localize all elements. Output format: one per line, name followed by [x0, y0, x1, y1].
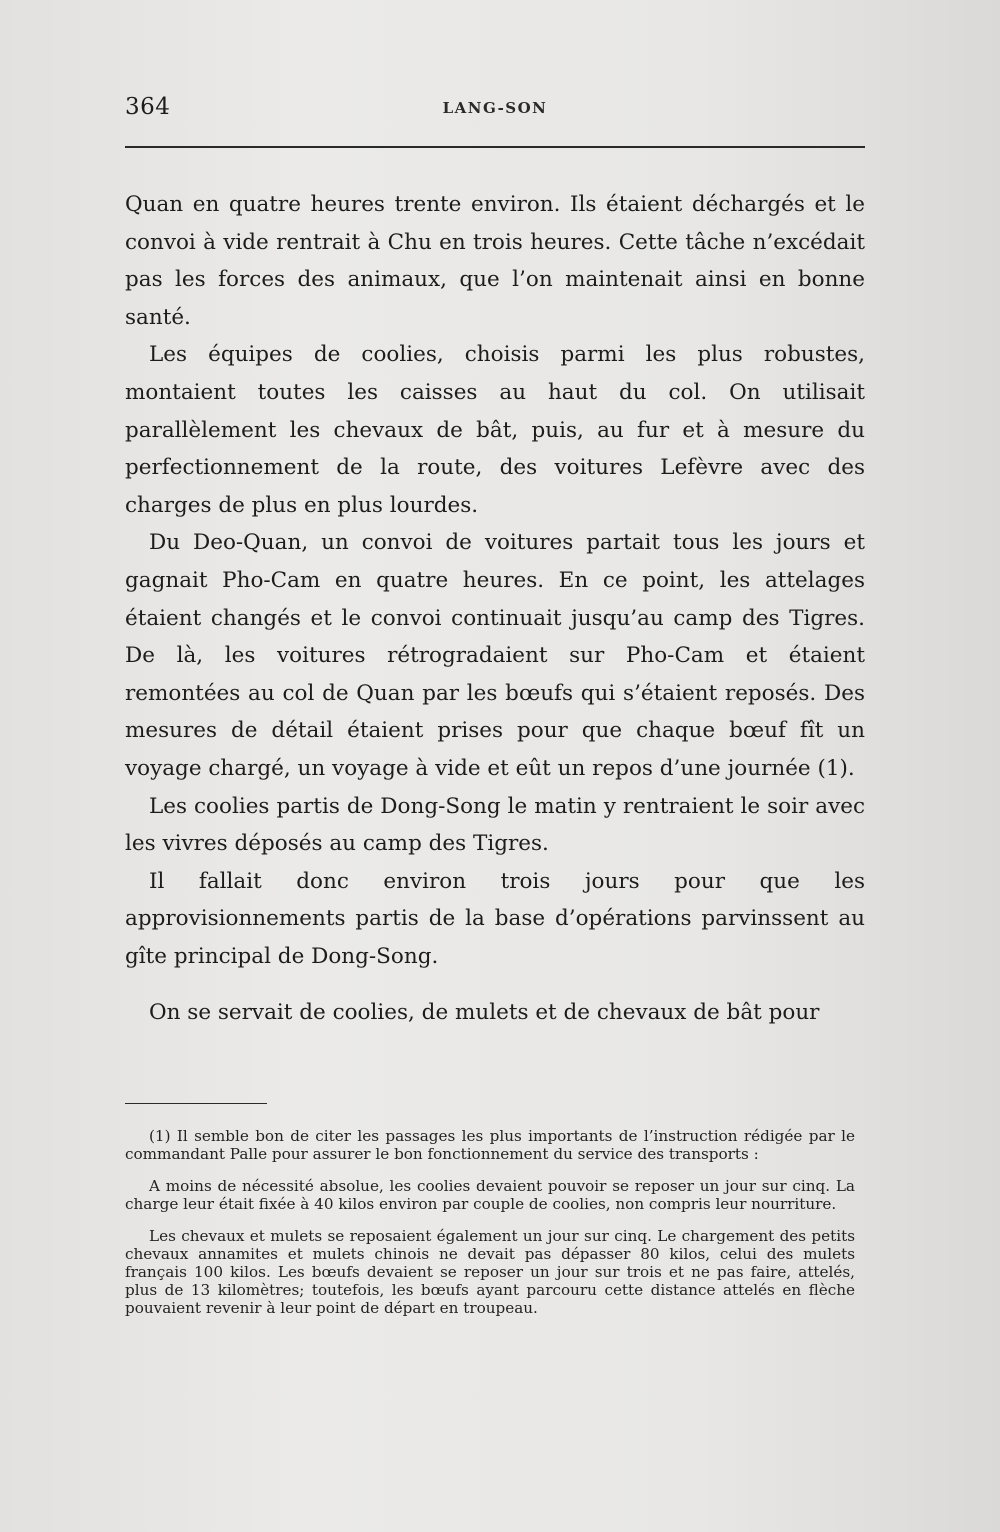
footnote: Les chevaux et mulets se reposaient également un jour sur cinq. Le chargement des petits chevaux annamites et mulets chinois ne devait pas dépasser 80 kilos, celui des mulets français 100 kilos. Les bœufs devaient se reposer un jour sur trois et ne pas faire, attelés, plus de 13 kilomètres; toutefois, les bœufs ayant parcouru cette distance attelés en flèche pouvaient revenir à leur point de départ en troupeau. — [125, 1227, 855, 1317]
paragraph: Quan en quatre heures trente environ. Ils étaient déchargés et le convoi à vide rentrait à Chu en trois heures. Cette tâche n’excédait pas les forces des animaux, que l’on maintenait ainsi en bonne santé. — [125, 192, 865, 330]
paragraph: Les coolies partis de Dong-Song le matin y rentraient le soir avec les vivres déposés au camp des Tigres. — [125, 793, 865, 857]
body-text — [125, 186, 865, 1032]
paragraph: Les équipes de coolies, choisis parmi les plus robustes, montaient toutes les caisses au haut du col. On utilisait parallèlement les chevaux de bât, puis, au fur et à mesure du perfectionnement de la route, des voitures Lefèvre avec des charges de plus en plus lourdes. — [125, 342, 865, 518]
running-head: LANG-SON — [442, 99, 548, 117]
paragraph: On se servait de coolies, de mulets et de chevaux de bât pour — [149, 1000, 820, 1026]
footnote-rule — [125, 1103, 267, 1104]
footnotes — [125, 1127, 855, 1317]
footnote: A moins de nécessité absolue, les coolies devaient pouvoir se reposer un jour sur cinq. La charge leur était fixée à 40 kilos environ par couple de coolies, non compris leur nourriture. — [125, 1177, 855, 1213]
page-header — [125, 94, 865, 128]
header-rule — [125, 146, 865, 148]
paragraph: Du Deo-Quan, un convoi de voitures partait tous les jours et gagnait Pho-Cam en quatre heures. En ce point, les attelages étaient changés et le convoi continuait jusqu’au camp des Tigres. De là, les voitures rétrogradaient sur Pho-Cam et étaient remontées au col de Quan par les bœufs qui s’étaient reposés. Des mesures de détail étaient prises pour que chaque bœuf fît un voyage chargé, un voyage à vide et eût un repos d’une journée (1). — [125, 530, 865, 781]
page-number: 364 — [125, 94, 171, 120]
paragraph: Il fallait donc environ trois jours pour que les approvisionnements partis de la base d’opérations parvinssent au gîte principal de Dong-Song. — [125, 868, 865, 969]
footnote: (1) Il semble bon de citer les passages les plus importants de l’instruction rédigée par le commandant Palle pour assurer le bon fonctionnement du service des transports : — [125, 1127, 855, 1163]
